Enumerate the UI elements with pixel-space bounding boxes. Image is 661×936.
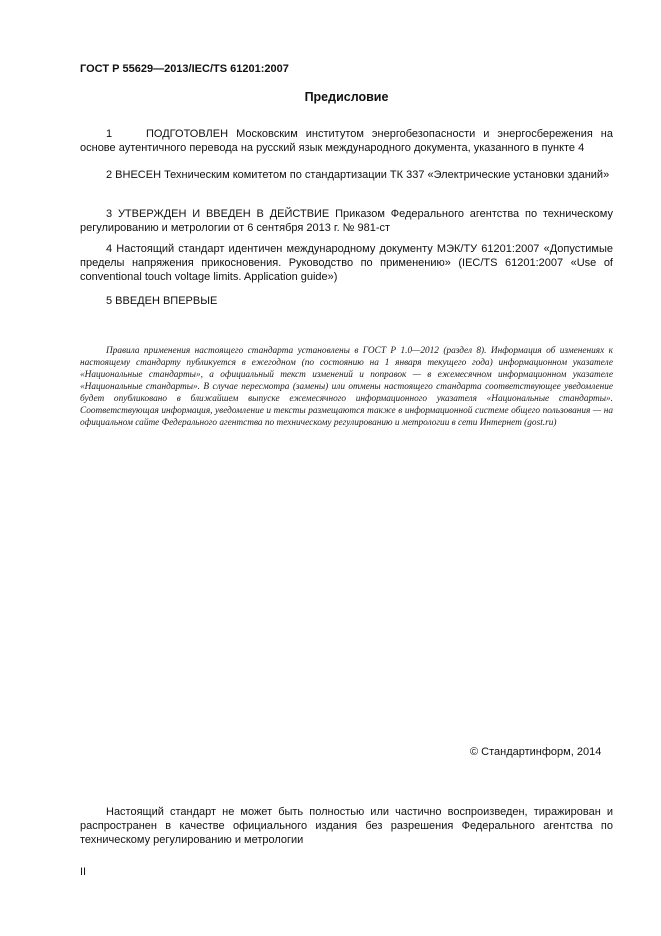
page-title: Предисловие — [304, 90, 389, 104]
foreword-item-5: 5 ВВЕДЕН ВПЕРВЫЕ — [106, 295, 218, 307]
foreword-item-1-text: ПОДГОТОВЛЕН Московским институтом энергобезопасности и энергосбережения на основе аутентичного перевода на русский язык международного документа, указанного в пункте 4 — [80, 128, 613, 154]
copyright-notice: © Стандартинформ, 2014 — [470, 746, 602, 758]
foreword-item-1 — [80, 127, 613, 155]
foreword-item-1-number: 1 — [106, 128, 113, 140]
application-rules-note: Правила применения настоящего стандарта установлены в ГОСТ Р 1.0—2012 (раздел 8). Информация об изменениях к настоящему стандарту публикуется в ежегодном (по состоянию на 1 января текущего года) информационном указателе «Национальные стандарты», а официальный текст изменений и поправок — в ежемесячном информационном указателе «Национальные стандарты». В случае пересмотра (замены) или отмены настоящего стандарта соответствующее уведомление будет опубликовано в ближайшем выпуске ежемесячного информационного указателя «Национальные стандарты». Соответствующая информация, уведомление и тексты размещаются также в информационной системе общего пользования — на официальном сайте Федерального агентства по техническому регулированию и метрологии в сети Интернет (gost.ru) — [80, 346, 613, 428]
reproduction-notice: Настоящий стандарт не может быть полностью или частично воспроизведен, тиражирован и распространен в качестве официального издания без разрешения Федерального агентства по техническому регулированию и метрологии — [80, 806, 613, 846]
foreword-item-2: 2 ВНЕСЕН Техническим комитетом по стандартизации ТК 337 «Электрические установки зданий» — [106, 169, 610, 181]
foreword-item-4: 4 Настоящий стандарт идентичен международному документу МЭК/ТУ 61201:2007 «Допустимые пределы напряжения прикосновения. Руководство по применению» (IEC/TS 61201:2007 «Use of conventional touch voltage limits. Application guide») — [80, 243, 613, 283]
page-number: II — [80, 866, 87, 878]
document-code: ГОСТ Р 55629—2013/IEC/TS 61201:2007 — [80, 63, 289, 75]
foreword-item-3: 3 УТВЕРЖДЕН И ВВЕДЕН В ДЕЙСТВИЕ Приказом Федерального агентства по техническому регулированию и метрологии от 6 сентября 2013 г. № 981-ст — [80, 208, 613, 234]
